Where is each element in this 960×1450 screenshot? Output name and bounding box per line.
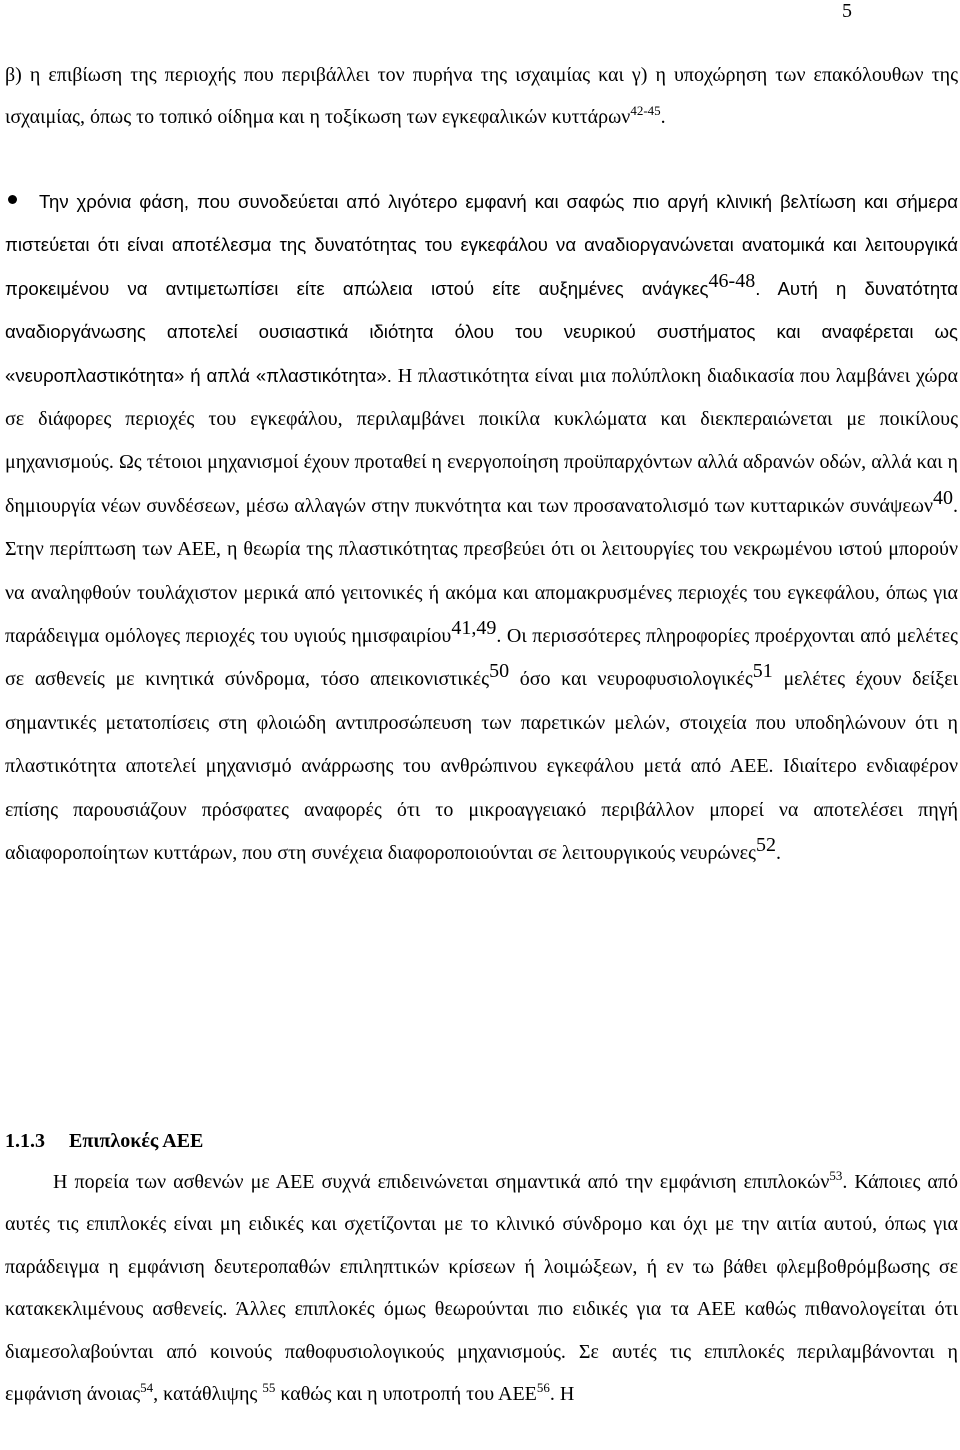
para1-text: β) η επιβίωση της περιοχής που περιβάλλει τον πυρήνα της ισχαιμίας και γ) η υποχώρηση των επακόλουθων της ισχαιμίας, όπως το τοπικό οίδημα και η τοξίκωση των εγκεφαλικών κυττάρων bbox=[5, 64, 958, 129]
para3-c: , κατάθλιψης bbox=[153, 1383, 263, 1406]
para2-serif-f: . bbox=[775, 842, 781, 865]
paragraph-2 bbox=[5, 181, 958, 876]
para2-sans-a: Την χρόνια φάση, που συνοδεύεται από λιγότερο εμφανή και σαφώς πιο αργή κλινική βελτίωση και σήμερα πιστεύεται ότι είναι αποτέλεσμα της δυνατότητας του εγκεφάλου να αναδιοργανώνεται ανατομικά και λειτουργικά προκειμένου να αντιμετωπίσει είτε απώλεια ιστού είτε αυξημένες ανάγκες bbox=[5, 191, 958, 299]
para3-e: . Η bbox=[549, 1383, 575, 1406]
citation-ref: 55 bbox=[262, 1380, 276, 1396]
para2-serif-c: . Οι περισσότερες πληροφορίες προέρχονται από μελέτες σε ασθενείς με κινητικά σύνδρομα, τόσο απεικονιστικές bbox=[5, 625, 958, 691]
citation-ref: 50 bbox=[489, 660, 510, 683]
para2-serif-b: . Στην περίπτωση των ΑΕΕ, η θεωρία της πλαστικότητας πρεσβεύει ότι οι λειτουργίες του νεκρωμένου ιστού μπορούν να αναληφθούν τουλάχιστον μερικά από γειτονικές ή ακόμα και απομακρυσμένες περιοχές του εγκεφάλου, όπως για παράδειγμα ομόλογες περιοχές του υγιούς ημισφαιρίου bbox=[5, 494, 958, 648]
para2-serif-a: Η πλαστικότητα είναι μια πολύπλοκη διαδικασία που λαμβάνει χώρα σε διάφορες περιοχές του εγκεφάλου, περιλαμβάνει ποικίλα κυκλώματα και διεκπεραιώνεται με ποικίλους μηχανισμούς. Ως τέτοιοι μηχανισμοί έχουν προταθεί η ενεργοποίηση προϋπαρχόντων αλλά αδρανών οδών, αλλά και η δημιουργία νέων συνδέσεων, μέσω αλλαγών στην πυκνότητα και των προσανατολισμό των κυτταρικών συνάψεων bbox=[5, 364, 959, 517]
paragraph-3 bbox=[5, 1161, 958, 1415]
citation-ref: 40 bbox=[933, 486, 953, 509]
citation-ref: 56 bbox=[536, 1380, 550, 1396]
para3-a: Η πορεία των ασθενών με ΑΕΕ συχνά επιδεινώνεται σημαντικά από την εμφάνιση επιπλοκών bbox=[53, 1171, 830, 1193]
para3-d: καθώς και η υποτροπή του ΑΕΕ bbox=[275, 1383, 537, 1406]
para2-serif-e: μελέτες έχουν δείξει σημαντικές μετατοπίσεις στη φλοιώδη αντιπροσώπευση των παρετικών μελών, στοιχεία που υποδηλώνουν ότι η πλαστικότητα αποτελεί μηχανισμό ανάρρωσης του ανθρώπινου εγκεφάλου μετά από ΑΕΕ. Ιδιαίτερο ενδιαφέρον επίσης παρουσιάζουν πρόσφατες αναφορές ότι το μικροαγγειακό περιβάλλον μπορεί να αποτελέσει πηγή αδιαφοροποίητων κυττάρων, που στη συνέχεια διαφοροποιούνται σε λειτουργικούς νευρώνες bbox=[5, 668, 958, 865]
citation-ref: 51 bbox=[752, 660, 773, 683]
citation-ref: 41,49 bbox=[451, 617, 497, 640]
para2-sans-b: . Αυτή η δυνατότητα αναδιοργάνωσης αποτελεί ουσιαστικά ιδιότητα όλου του νευρικού συστήματος και αναφέρεται ως «νευροπλαστικότητα» ή απλά «πλαστικότητα». bbox=[5, 277, 958, 386]
page-number: 5 bbox=[842, 0, 852, 22]
section-heading bbox=[5, 1120, 203, 1162]
citation-ref: 42-45 bbox=[630, 103, 661, 119]
section-title: Επιπλοκές ΑΕΕ bbox=[69, 1130, 204, 1152]
citation-ref: 52 bbox=[755, 834, 776, 857]
citation-ref: 54 bbox=[140, 1380, 154, 1396]
citation-ref: 46-48 bbox=[708, 269, 756, 292]
para2-serif-d: όσο και νευροφυσιολογικές bbox=[509, 668, 753, 691]
paragraph-1 bbox=[5, 54, 958, 139]
section-number: 1.1.3 bbox=[5, 1130, 45, 1152]
citation-ref: 53 bbox=[829, 1168, 843, 1183]
para1-end: . bbox=[660, 106, 666, 129]
para3-b: . Κάποιες από αυτές τις επιπλοκές είναι μη ειδικές και σχετίζονται με το κλινικό σύνδρομο και όχι με την αιτία αυτού, όπως για παράδειγμα η εμφάνιση δευτεροπαθών επιληπτικών κρίσεων ή λοιμώξεων, ή εν τω βάθει φλεμβοθρόμβωσης σε κατακεκλιμένους ασθενείς. Άλλες επιπλοκές όμως θεωρούνται πιο ειδικές για τα ΑΕΕ καθώς πιθανολογείται ότι διαμεσολαβούνται από κοινούς παθοφυσιολογικούς μηχανισμούς. Σε αυτές τις επιπλοκές περιλαμβάνονται η εμφάνιση άνοιας bbox=[5, 1171, 958, 1406]
